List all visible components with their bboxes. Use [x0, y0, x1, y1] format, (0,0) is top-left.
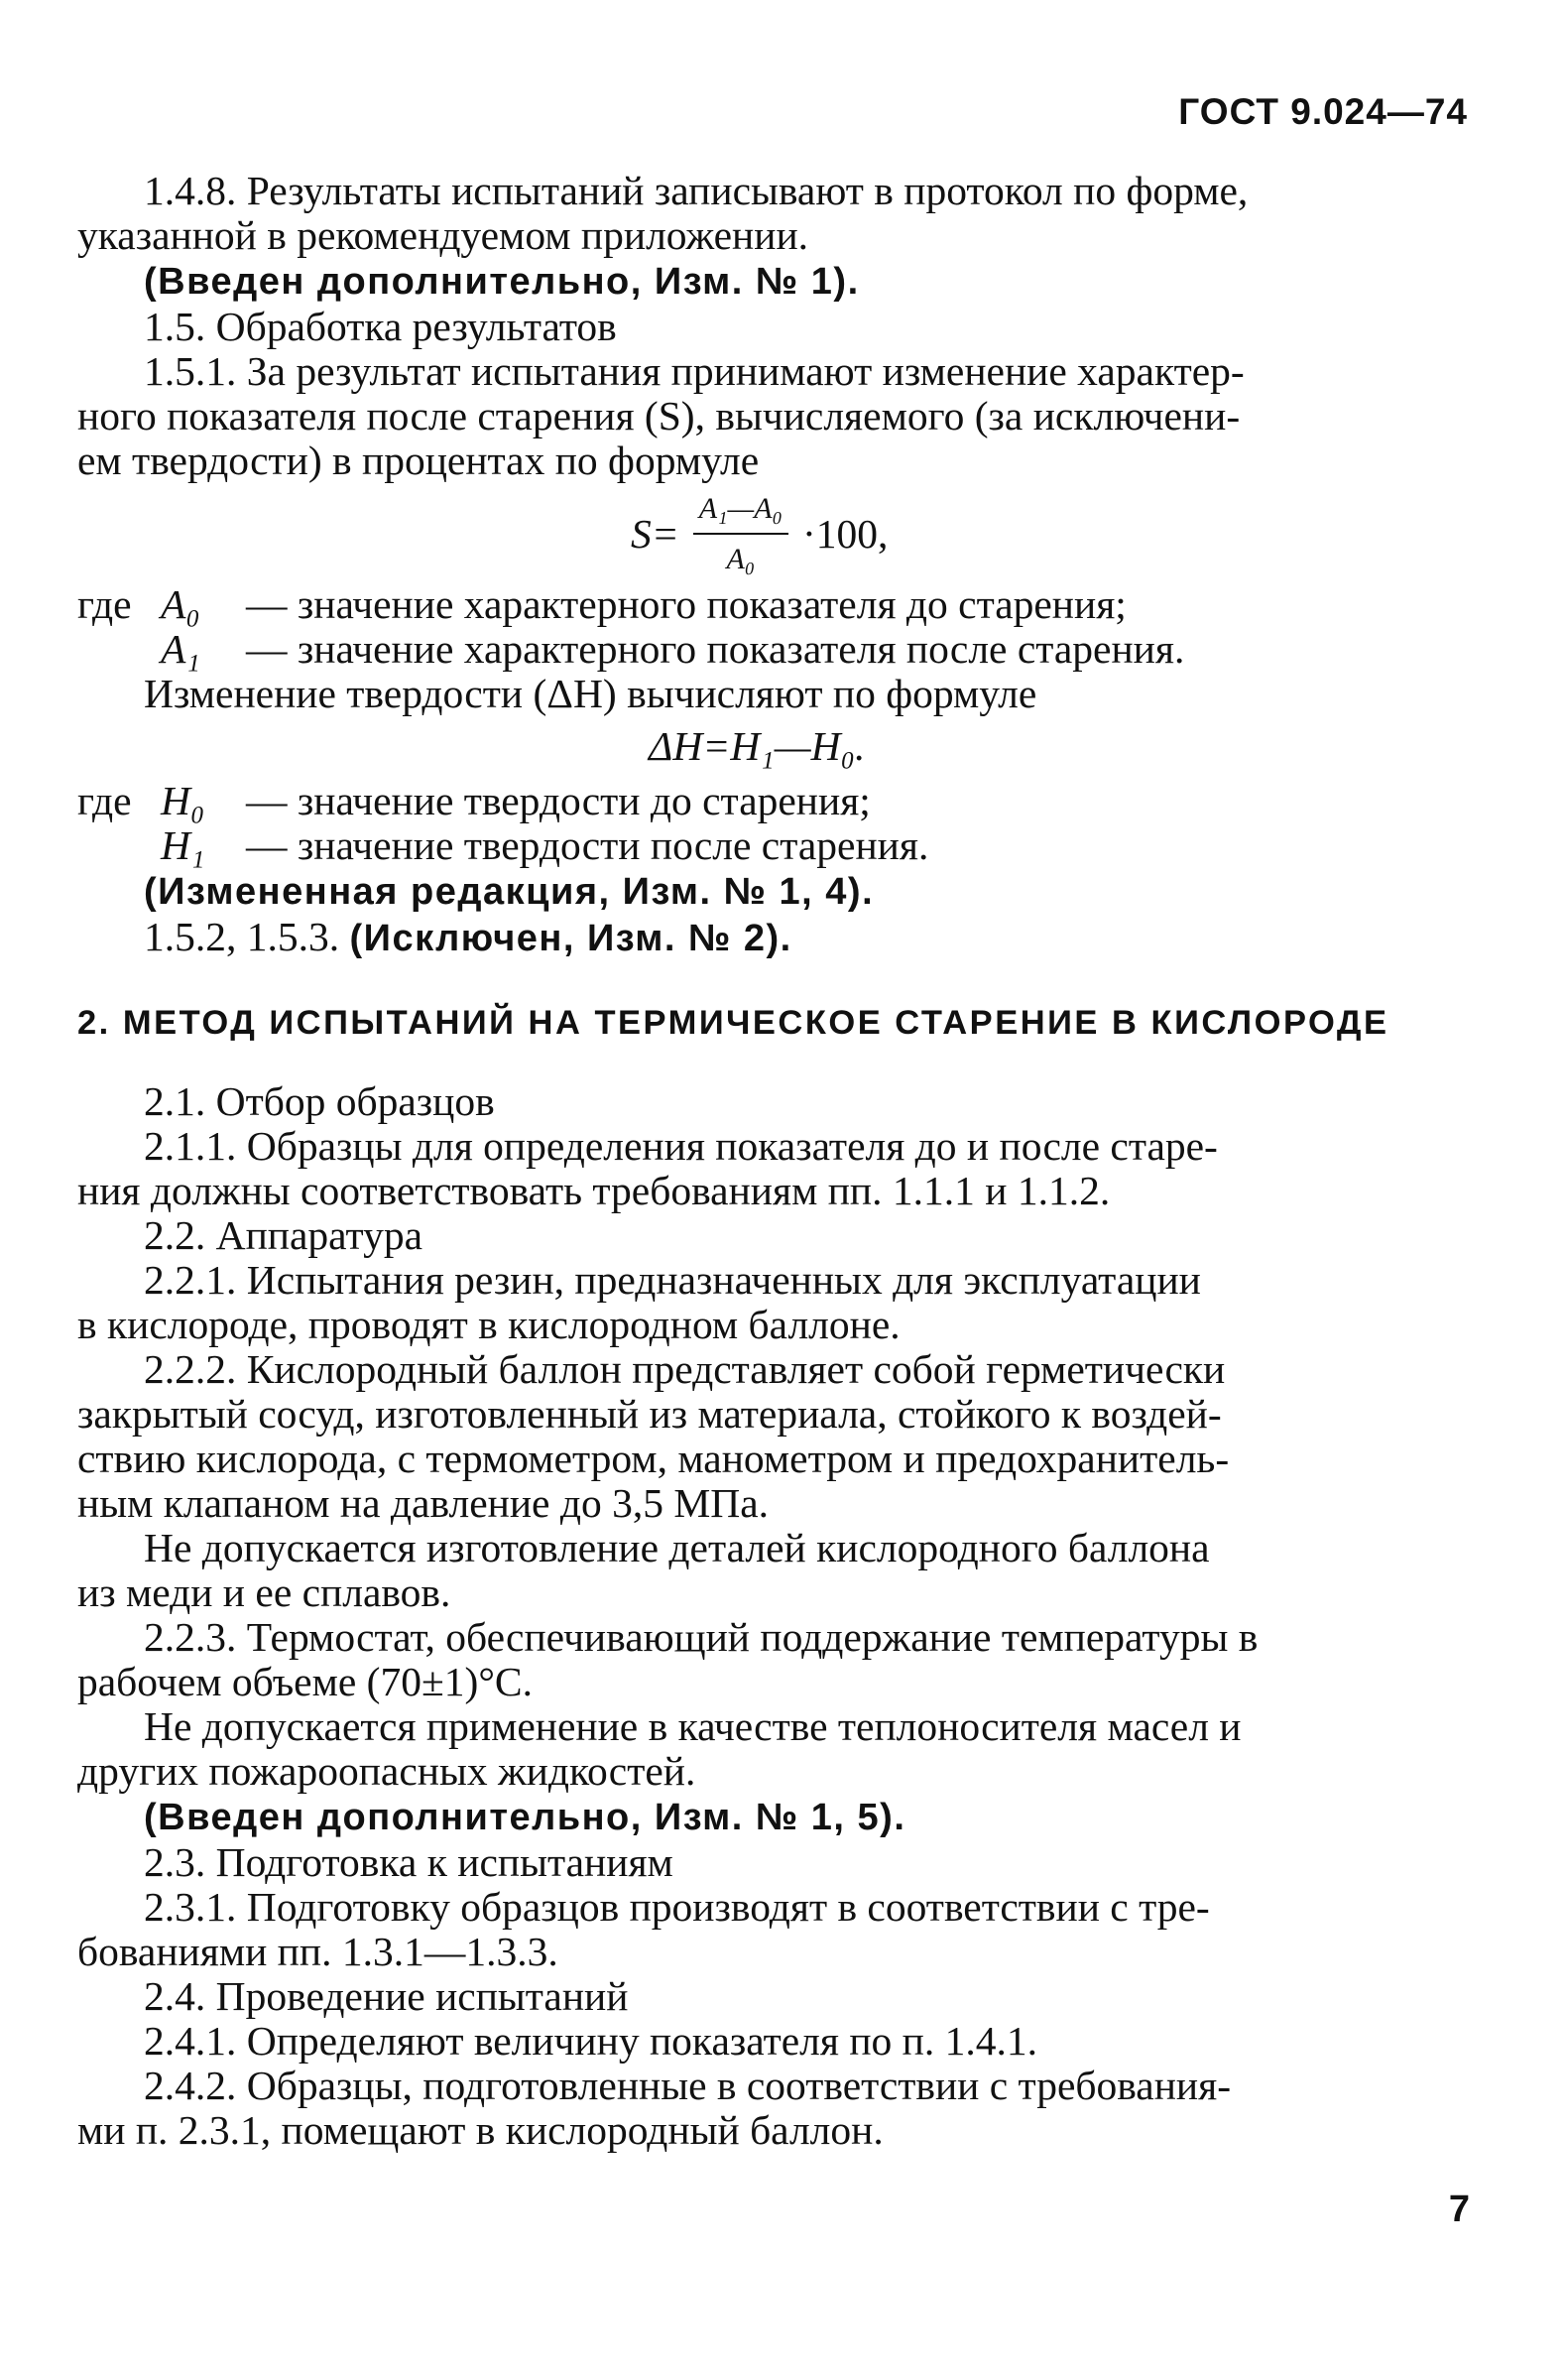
- paragraph-2-1-1: 2.1.1. Образцы для определения показателя до и после старе-: [144, 1123, 1218, 1169]
- paragraph-2-2-2: 2.2.2. Кислородный баллон представляет собой герметически: [144, 1346, 1226, 1392]
- formula-s: [77, 489, 1468, 578]
- paragraph-1-5-2-prefix: 1.5.2, 1.5.3.: [144, 914, 350, 959]
- where-label-2: где: [77, 778, 132, 823]
- symbol-a0: A₀: [161, 581, 200, 627]
- paragraph-hardness: Изменение твердости (ΔH) вычисляют по формуле: [144, 671, 1037, 716]
- subsection-title-2-4: 2.4. Проведение испытаний: [144, 1973, 629, 2019]
- paragraph-2-3-1: 2.3.1. Подготовку образцов производят в соответствии с тре-: [144, 1884, 1210, 1930]
- paragraph-1-4-8-cont: указанной в рекомендуемом приложении.: [77, 212, 809, 258]
- document-body: [77, 169, 1468, 2153]
- formula-fraction: [693, 486, 788, 581]
- formula-delta-h: ΔH=H₁—H₀.: [649, 723, 866, 769]
- formula-tail: ·100,: [801, 510, 889, 557]
- paragraph-copper-cont: из меди и ее сплавов.: [77, 1569, 451, 1615]
- symbol-h0-desc: — значение твердости до старения;: [246, 778, 871, 823]
- paragraph-1-5-1-cont: ного показателя после старения (S), вычисляемого (за исключени-: [77, 393, 1241, 438]
- formula-denominator: A₀: [726, 543, 756, 575]
- amendment-note-2: (Измененная редакция, Изм. № 1, 4).: [144, 871, 875, 913]
- symbol-a1-desc: — значение характерного показателя после старения.: [246, 626, 1185, 672]
- symbol-h0: H₀: [161, 778, 205, 823]
- paragraph-2-2-1-cont: в кислороде, проводят в кислородном баллоне.: [77, 1302, 901, 1347]
- where-row-h1: [77, 823, 1468, 868]
- where-label: где: [77, 581, 132, 627]
- subsection-title-2-3: 2.3. Подготовка к испытаниям: [144, 1839, 673, 1885]
- paragraph-2-3-1-cont: бованиями пп. 1.3.1—1.3.3.: [77, 1929, 558, 1974]
- section-2-heading: 2. МЕТОД ИСПЫТАНИЙ НА ТЕРМИЧЕСКОЕ СТАРЕНИЕ В КИСЛОРОДЕ: [77, 1004, 1389, 1042]
- symbol-a1: A₁: [161, 626, 200, 672]
- where-row-a0: [77, 582, 1468, 627]
- symbol-a0-desc: — значение характерного показателя до старения;: [246, 581, 1127, 627]
- paragraph-1-5-1: 1.5.1. За результат испытания принимают изменение характер-: [144, 348, 1245, 394]
- page-number: 7: [1448, 2189, 1470, 2230]
- symbol-h1-desc: — значение твердости после старения.: [246, 822, 929, 868]
- paragraph-2-4-1: 2.4.1. Определяют величину показателя по п. 1.4.1.: [144, 2018, 1038, 2064]
- where-row-h0: [77, 779, 1468, 823]
- paragraph-1-4-8: 1.4.8. Результаты испытаний записывают в протокол по форме,: [144, 168, 1249, 213]
- paragraph-2-2-2-cont2: ствию кислорода, с термометром, манометром и предохранитель-: [77, 1436, 1230, 1481]
- paragraph-oils: Не допускается применение в качестве теплоносителя масел и: [144, 1703, 1242, 1749]
- paragraph-2-2-2-cont3: ным клапаном на давление до 3,5 МПа.: [77, 1480, 769, 1526]
- paragraph-2-2-3: 2.2.3. Термостат, обеспечивающий поддержание температуры в: [144, 1614, 1259, 1660]
- paragraph-2-2-1: 2.2.1. Испытания резин, предназначенных для эксплуатации: [144, 1257, 1201, 1303]
- paragraph-copper: Не допускается изготовление деталей кислородного баллона: [144, 1525, 1210, 1570]
- paragraph-2-1-1-cont: ния должны соответствовать требованиям пп. 1.1.1 и 1.1.2.: [77, 1168, 1111, 1213]
- document-header: ГОСТ 9.024—74: [1178, 91, 1468, 132]
- paragraph-1-5-1-cont2: ем твердости) в процентах по формуле: [77, 438, 760, 483]
- amendment-note-3: (Исключен, Изм. № 2).: [349, 918, 792, 959]
- paragraph-oils-cont: других пожароопасных жидкостей.: [77, 1748, 696, 1794]
- formula-lhs: S=: [631, 510, 679, 557]
- paragraph-2-4-2: 2.4.2. Образцы, подготовленные в соответствии с требования-: [144, 2063, 1232, 2108]
- symbol-h1: H₁: [161, 822, 205, 868]
- paragraph-1-5-2: [77, 915, 1468, 961]
- paragraph-2-2-2-cont: закрытый сосуд, изготовленный из материала, стойкого к воздей-: [77, 1391, 1222, 1437]
- amendment-note-4: (Введен дополнительно, Изм. № 1, 5).: [144, 1797, 906, 1838]
- paragraph-2-2-3-cont: рабочем объеме (70±1)°С.: [77, 1659, 533, 1704]
- amendment-note: (Введен дополнительно, Изм. № 1).: [144, 261, 860, 303]
- subsection-title-1-5: 1.5. Обработка результатов: [144, 304, 617, 349]
- subsection-title-2-2: 2.2. Аппаратура: [144, 1212, 423, 1258]
- where-row-a1: [77, 627, 1468, 672]
- paragraph-2-4-2-cont: ми п. 2.3.1, помещают в кислородный баллон.: [77, 2107, 884, 2153]
- subsection-title-2-1: 2.1. Отбор образцов: [144, 1078, 495, 1124]
- formula-numerator: A₁—A₀: [693, 486, 788, 535]
